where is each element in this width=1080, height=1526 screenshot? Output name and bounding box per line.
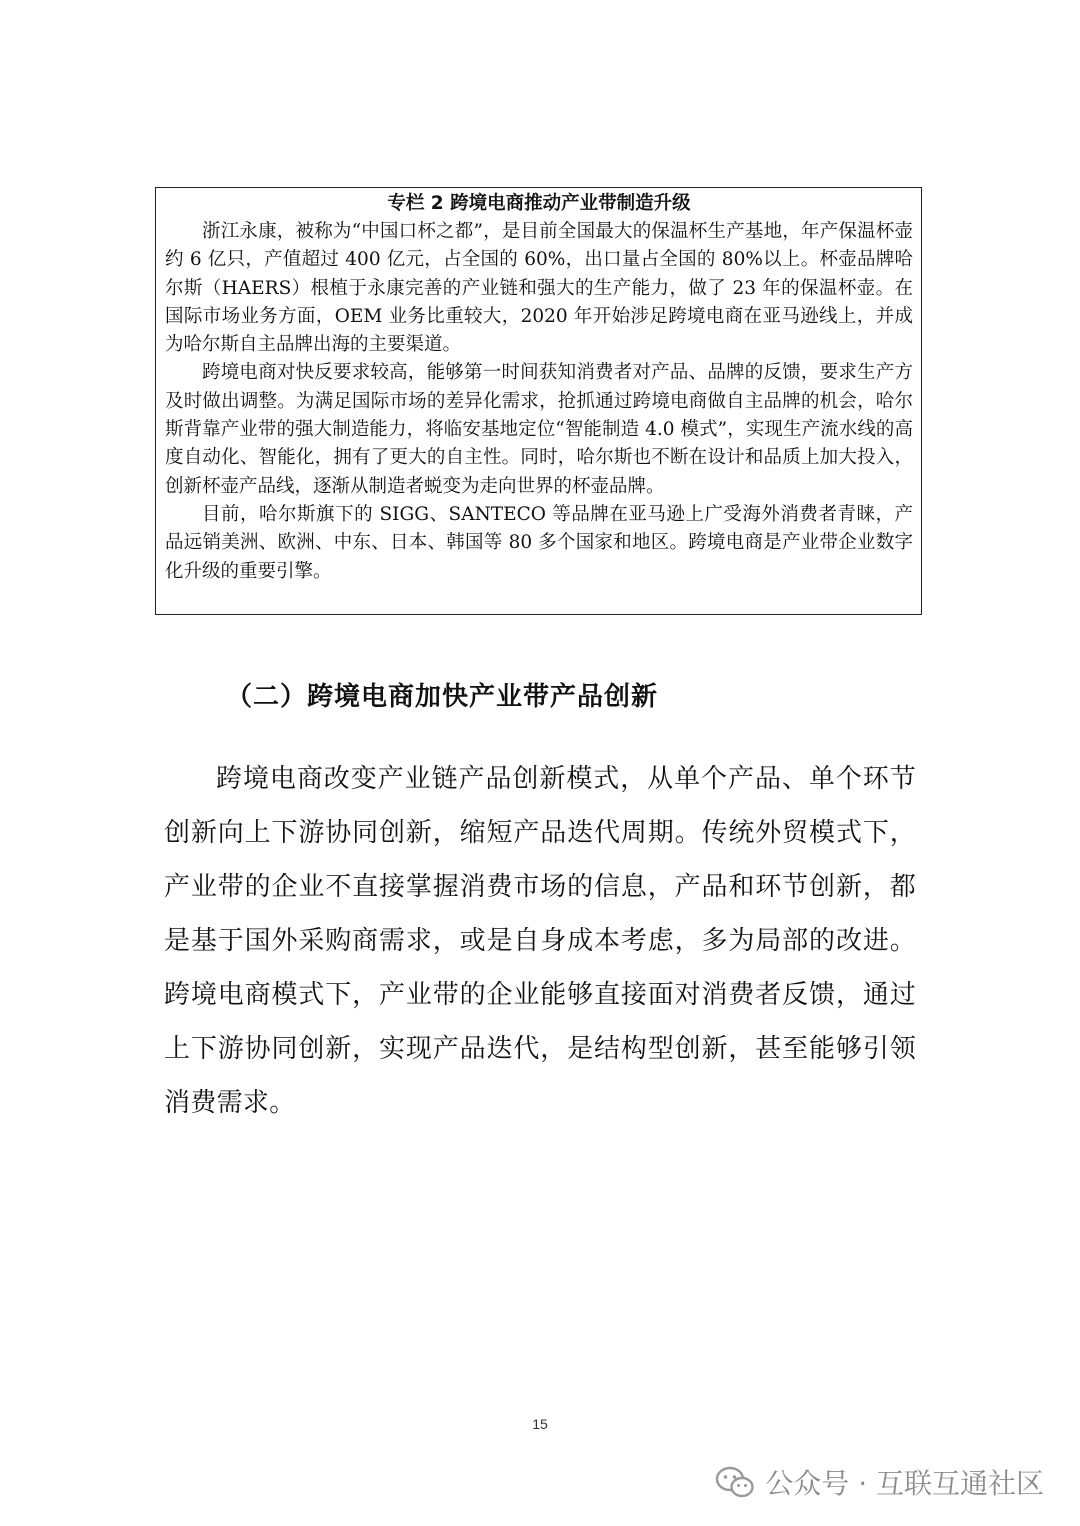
body-paragraph: 跨境电商改变产业链产品创新模式，从单个产品、单个环节创新向上下游协同创新，缩短产品迭代周期。传统外贸模式下，产业带的企业不直接掌握消费市场的信息，产品和环节创新，都是基于国外采购商需求，或是自身成本考虑，多为局部的改进。跨境电商模式下，产业带的企业能够直接面对消费者反馈，通过上下游协同创新，实现产品迭代，是结构型创新，甚至能够引领消费需求。 xyxy=(164,764,916,1118)
sidebar-box-paragraph: 浙江永康，被称为“中国口杯之都”，是目前全国最大的保温杯生产基地，年产保温杯壶约 6 亿只，产值超过 400 亿元，占全国的 60%，出口量占全国的 80%以上。杯壶品牌哈尔斯（HAERS）根植于永康完善的产业链和强大的生产能力，做了 23 年的保温杯壶。在国际市场业务方面，OEM 业务比重较大，2020 年开始涉足跨境电商在亚马逊线上，并成为哈尔斯自主品牌出海的主要渠道。 xyxy=(165,221,913,356)
sidebar-box-paragraph: 跨境电商对快反要求较高，能够第一时间获知消费者对产品、品牌的反馈，要求生产方及时做出调整。为满足国际市场的差异化需求，抢抓通过跨境电商做自主品牌的机会，哈尔斯背靠产业带的强大制造能力，将临安基地定位“智能制造 4.0 模式”，实现生产流水线的高度自动化、智能化，拥有了更大的自主性。同时，哈尔斯也不断在设计和品质上加大投入，创新杯壶产品线，逐渐从制造者蜕变为走向世界的杯壶品牌。 xyxy=(165,362,913,497)
page-number: 15 xyxy=(532,1416,548,1432)
watermark xyxy=(715,1462,1044,1502)
wechat-icon xyxy=(715,1465,755,1499)
watermark-text: 公众号 · 互联互通社区 xyxy=(765,1467,1044,1500)
sidebar-box xyxy=(155,187,922,615)
section-heading: （二）跨境电商加快产业带产品创新 xyxy=(226,682,659,712)
sidebar-box-paragraph: 目前，哈尔斯旗下的 SIGG、SANTECO 等品牌在亚马逊上广受海外消费者青睐，产品远销美洲、欧洲、中东、日本、韩国等 80 多个国家和地区。跨境电商是产业带企业数字化升级的重要引擎。 xyxy=(165,503,913,582)
sidebar-box-title: 专栏 2 跨境电商推动产业带制造升级 xyxy=(387,193,691,214)
